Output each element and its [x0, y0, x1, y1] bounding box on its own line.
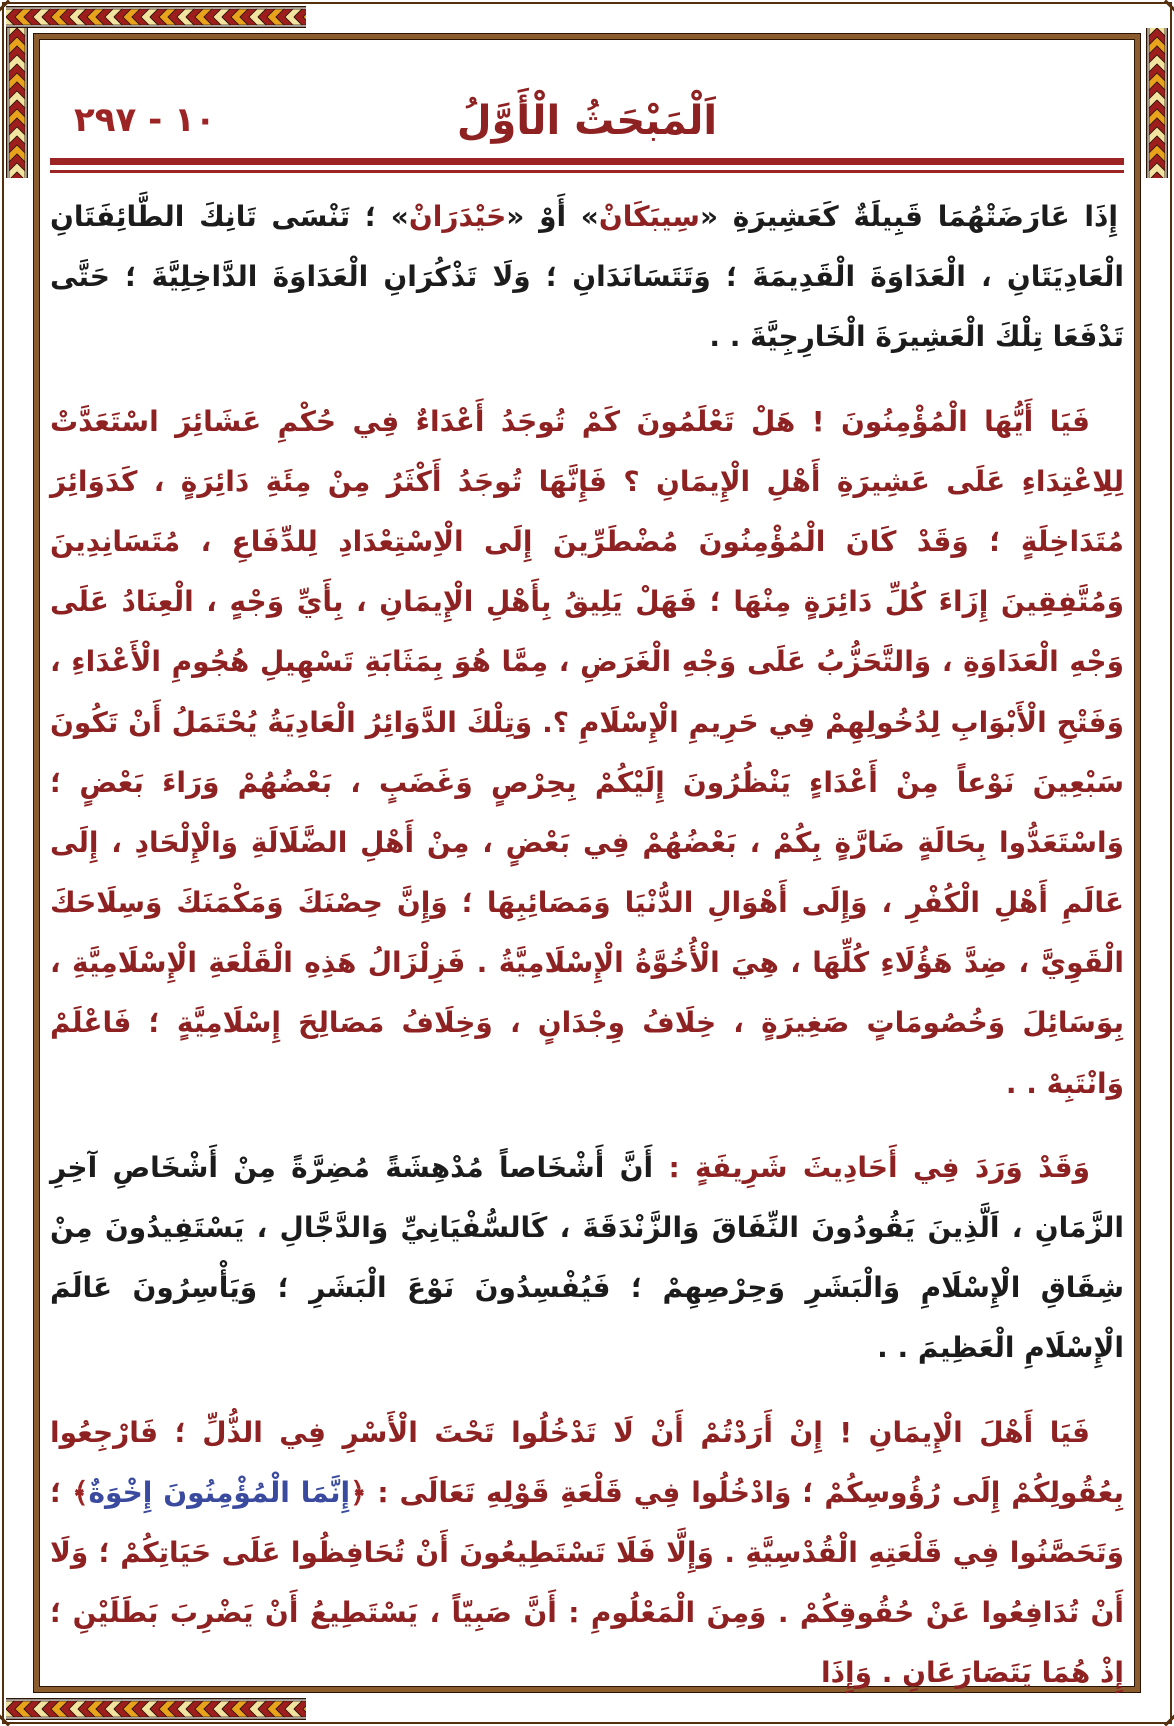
- header-double-rule: [50, 158, 1124, 173]
- paragraph-3: [50, 1138, 1124, 1379]
- tribe-name: حَيْدَرَانْ: [408, 200, 507, 233]
- body-text: [50, 187, 1124, 1704]
- quran-verse: إِنَّمَا الْمُؤْمِنُونَ إِخْوَةٌ: [88, 1475, 351, 1509]
- text-segment: فَيَا أَيُّهَا الْمُؤْمِنُونَ ! هَلْ تَعْلَمُونَ كَمْ تُوجَدُ أَعْدَاءٌ فِي حُكْمِ عَشَائِرَ اسْتَعَدَّتْ لِلِاعْتِدَاءِ عَلَى عَشِيرَةِ أَهْلِ الْإِيمَانِ ؟ فَإِنَّهَا تُوجَدُ أَكْثَرُ مِنْ مِئَةِ دَائِرَةٍ ، كَدَوَائِرَ مُتَدَاخِلَةٍ ؛ وَقَدْ كَانَ الْمُؤْمِنُونَ مُضْطَرِّينَ إِلَى الْاِسْتِعْدَادِ لِلدِّفَاعِ ، مُتَسَانِدِينَ وَمُتَّفِقِينَ إِزَاءَ كُلِّ دَائِرَةٍ مِنْهَا ؛ فَهَلْ يَلِيقُ بِأَهْلِ الْإِيمَانِ ، بِأَيِّ وَجْهٍ ، الْعِنَادُ عَلَى وَجْهِ الْعَدَاوَةِ ، وَالتَّحَزُّبُ عَلَى وَجْهِ الْغَرَضِ ، مِمَّا هُوَ بِمَثَابَةِ تَسْهِيلِ هُجُومِ الْأَعْدَاءِ ، وَفَتْحِ الْأَبْوَابِ لِدُخُولِهِمْ فِي حَرِيمِ الْإِسْلَامِ ؟. وَتِلْكَ الدَّوَائِرُ الْعَادِيَةُ يُحْتَمَلُ أَنْ تَكُونَ سَبْعِينَ نَوْعاً مِنْ أَعْدَاءٍ يَنْظُرُونَ إِلَيْكُمْ بِحِرْصٍ وَغَضَبٍ ، بَعْضُهُمْ وَرَاءَ بَعْضٍ ؛ وَاسْتَعَدُّوا بِحَالَةٍ ضَارَّةٍ بِكُمْ ، بَعْضُهُمْ فِي بَعْضٍ ، مِنْ أَهْلِ الضَّلَالَةِ وَالْإِلْحَادِ ، إِلَى عَالَمِ أَهْلِ الْكُفْرِ ، وَإِلَى أَهْوَالِ الدُّنْيَا وَمَصَائِبِهَا ؛ وَإِنَّ حِصْنَكَ وَمَكْمَنَكَ وَسِلَاحَكَ الْقَوِيَّ ، ضِدَّ هَؤُلَاءِ كُلِّهَا ، هِيَ الْأُخُوَّةُ الْإِسْلَامِيَّةُ . فَزِلْزَالُ هَذِهِ الْقَلْعَةِ الْإِسْلَامِيَّةِ ، بِوَسَائِلَ وَخُصُومَاتٍ صَغِيرَةٍ ، خِلَافُ وِجْدَانٍ ، وَخِلَافُ مَصَالِحَ إِسْلَامِيَّةٍ ؛ فَاعْلَمْ وَانْتَبِهْ . .: [50, 404, 1124, 1100]
- text-segment: ؛ وَتَحَصَّنُوا فِي قَلْعَتِهِ الْقُدْسِيَّةِ . وَإِلَّا فَلَا تَسْتَطِيعُونَ أَنْ تُحَافِظُوا عَلَى حَيَاتِكُمْ ؛ وَلَا أَنْ تُدَافِعُوا عَنْ حُقُوقِكُمْ . وَمِنَ الْمَعْلُومِ : أَنَّ صَبِيّاً ، يَسْتَطِيعُ أَنْ يَضْرِبَ بَطَلَيْنِ ؛ إِذْ هُمَا يَتَصَارَعَانِ . وَإِذَا: [50, 1475, 1124, 1690]
- tribe-name: سِيبَكَانْ: [598, 200, 700, 233]
- page-content: [50, 44, 1124, 1690]
- corner-ornament: [1164, 0, 1174, 12]
- page-header: [50, 60, 1124, 144]
- frame-braid-left: [6, 28, 28, 178]
- page-number: ١٠ - ٢٩٧: [74, 100, 216, 140]
- corner-ornament: [1164, 1714, 1174, 1726]
- text-segment: » ؛ تَنْسَى تَانِكَ الطَّائِفَتَانِ الْعَادِيَتَانِ ، الْعَدَاوَةَ الْقَدِيمَةَ ؛ وَتَتَسَانَدَانِ ؛ وَلَا تَذْكُرَانِ الْعَدَاوَةَ الدَّاخِلِيَّةَ ؛ حَتَّى تَدْفَعَا تِلْكَ الْعَشِيرَةَ الْخَارِجِيَّةَ . .: [50, 200, 1124, 354]
- paragraph-2: [50, 392, 1124, 1114]
- frame-braid-top: [6, 6, 306, 28]
- verse-open-ornament: ﴿: [350, 1475, 367, 1509]
- text-segment: فَيَا أَهْلَ الْإِيمَانِ ! إِنْ أَرَدْتُمْ أَنْ لَا تَدْخُلُوا تَحْتَ الْأَسْرِ فِي الذُّلِّ ؛ فَارْجِعُوا بِعُقُولِكُمْ إِلَى رُؤُوسِكُمْ ؛ وَادْخُلُوا فِي قَلْعَةِ قَوْلِهِ تَعَالَى :: [50, 1415, 1124, 1509]
- paragraph-1: [50, 187, 1124, 368]
- text-segment: إِذَا عَارَضَتْهُمَا قَبِيلَةٌ كَعَشِيرَةِ «: [699, 200, 1118, 233]
- text-segment: وَقَدْ وَرَدَ فِي أَحَادِيثَ شَرِيفَةٍ :: [653, 1150, 1090, 1184]
- text-segment: أَنَّ أَشْخَاصاً مُدْهِشَةً مُضِرَّةً مِنْ أَشْخَاصِ آخِرِ الزَّمَانِ ، اَلَّذِينَ يَقُودُونَ النِّفَاقَ وَالزَّنْدَقَةَ ، كَالسُّفْيَانِيِّ وَالدَّجَّالِ ، يَسْتَفِيدُونَ مِنْ شِقَاقِ الْإِسْلَامِ وَالْبَشَرِ وَحِرْصِهِمْ ؛ فَيُفْسِدُونَ نَوْعَ الْبَشَرِ ؛ وَيَأْسِرُونَ عَالَمَ الْإِسْلَامِ الْعَظِيمَ . .: [50, 1150, 1124, 1365]
- paragraph-4: [50, 1403, 1124, 1704]
- verse-close-ornament: ﴾: [72, 1475, 89, 1509]
- page-title: اَلْمَبْحَثُ الْأَوَّلُ: [456, 98, 718, 144]
- frame-braid-right: [1146, 28, 1168, 178]
- text-segment: » أَوْ «: [506, 200, 599, 233]
